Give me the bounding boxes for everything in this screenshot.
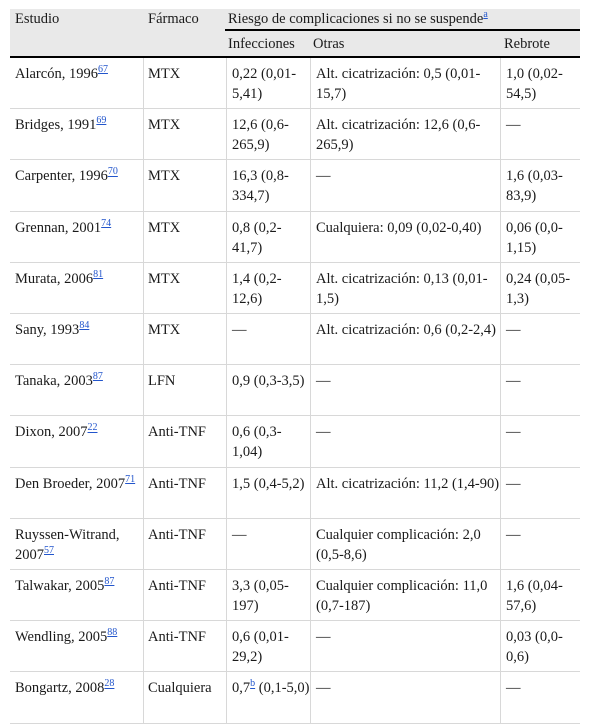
table-row <box>10 160 580 211</box>
table-row <box>10 109 580 160</box>
cell-farmaco: Anti-TNF <box>148 526 206 543</box>
column-divider <box>310 468 311 519</box>
header-estudio: Estudio <box>15 11 60 27</box>
column-divider <box>226 570 227 621</box>
reference-link[interactable]: 57 <box>44 544 54 556</box>
reference-link[interactable]: 28 <box>104 678 115 690</box>
reference-link[interactable]: 69 <box>96 115 107 127</box>
column-divider <box>143 160 144 211</box>
cell-infecciones <box>232 64 310 104</box>
cell-rebrote: — <box>506 526 521 543</box>
infecciones-value: 16,3 (0,8-334,7) <box>232 168 289 205</box>
column-divider <box>143 416 144 467</box>
study-name: Dixon, 2007 <box>15 424 88 441</box>
cell-otras: Cualquier complicación: 11,0 (0,7-187) <box>316 578 488 614</box>
infecciones-value: 0,6 (0,3-1,04) <box>232 424 282 461</box>
column-divider <box>500 263 501 314</box>
table-row <box>10 58 580 109</box>
cell-infecciones <box>232 576 310 616</box>
column-divider <box>143 263 144 314</box>
cell-otras: — <box>316 629 331 646</box>
cell-otras: Alt. cicatrización: 0,6 (0,2-2,4) <box>316 322 496 338</box>
reference-link[interactable]: 87 <box>92 371 103 383</box>
column-divider <box>143 672 144 723</box>
cell-otras: Alt. cicatrización: 12,6 (0,6-265,9) <box>316 117 481 154</box>
infecciones-value: — <box>232 526 247 543</box>
cell-farmaco: MTX <box>148 117 181 134</box>
cell-estudio <box>15 576 143 596</box>
reference-link[interactable]: 74 <box>101 217 112 229</box>
cell-infecciones <box>232 525 310 545</box>
study-name: Sany, 1993 <box>15 322 80 338</box>
cell-otras: — <box>316 424 331 441</box>
cell-infecciones <box>232 422 310 462</box>
study-name: Ruyssen-Witrand, 2007 <box>15 526 120 563</box>
cell-rebrote: 1,6 (0,04-57,6) <box>506 578 563 614</box>
footnote-b-link[interactable]: b <box>250 678 256 690</box>
column-divider <box>143 109 144 160</box>
table-row <box>10 263 580 314</box>
cell-estudio <box>15 269 143 289</box>
cell-infecciones <box>232 115 310 155</box>
column-divider <box>500 109 501 160</box>
column-divider <box>226 365 227 416</box>
infecciones-value: 3,3 (0,05-197) <box>232 578 289 614</box>
header-subrule <box>225 29 580 31</box>
column-divider <box>310 109 311 160</box>
cell-farmaco: LFN <box>148 373 176 390</box>
cell-farmaco: MTX <box>148 168 181 185</box>
column-divider <box>226 58 227 109</box>
column-divider <box>500 160 501 211</box>
infecciones-value: — <box>232 322 247 338</box>
infecciones-value: 1,4 (0,2-12,6) <box>232 270 282 307</box>
infecciones-value: 0,22 (0,01-5,41) <box>232 66 297 102</box>
cell-farmaco: Cualquiera <box>148 680 212 697</box>
cell-estudio <box>15 627 143 647</box>
reference-link[interactable]: 87 <box>104 576 115 588</box>
table-row <box>10 416 580 467</box>
cell-rebrote: — <box>506 475 521 492</box>
cell-rebrote: 0,03 (0,0-0,6) <box>506 629 563 666</box>
study-name: Den Broeder, 2007 <box>15 475 126 492</box>
cell-infecciones <box>232 269 310 309</box>
column-divider <box>310 672 311 723</box>
study-name: Grennan, 2001 <box>15 219 102 236</box>
cell-otras: — <box>316 680 331 697</box>
table-row <box>10 519 580 570</box>
cell-otras: Cualquiera: 0,09 (0,02-0,40) <box>316 219 482 236</box>
column-divider <box>226 109 227 160</box>
infecciones-value: 0,6 (0,01-29,2) <box>232 629 289 666</box>
cell-rebrote: 0,24 (0,05-1,3) <box>506 270 571 307</box>
cell-rebrote: — <box>506 373 521 390</box>
study-name: Bridges, 1991 <box>15 117 97 134</box>
table-row <box>10 314 580 365</box>
cell-estudio <box>15 320 143 340</box>
column-divider <box>310 519 311 570</box>
column-divider <box>310 416 311 467</box>
table-row <box>10 365 580 416</box>
cell-rebrote: — <box>506 117 521 134</box>
row-divider <box>10 723 580 724</box>
study-name: Bongartz, 2008 <box>15 680 105 697</box>
column-divider <box>143 314 144 365</box>
table-row <box>10 212 580 263</box>
cell-infecciones <box>232 474 310 494</box>
cell-infecciones <box>232 166 310 206</box>
study-name: Murata, 2006 <box>15 270 94 287</box>
reference-link[interactable]: 22 <box>87 422 98 434</box>
cell-otras: — <box>316 373 331 390</box>
column-divider <box>500 416 501 467</box>
column-divider <box>143 212 144 263</box>
cell-farmaco: Anti-TNF <box>148 578 206 594</box>
cell-rebrote: — <box>506 424 521 441</box>
footnote-a-link[interactable]: a <box>483 9 488 21</box>
cell-estudio <box>15 474 143 494</box>
reference-link[interactable]: 88 <box>107 627 118 639</box>
column-divider <box>226 263 227 314</box>
cell-farmaco: Anti-TNF <box>148 424 206 441</box>
cell-rebrote: 0,06 (0,0-1,15) <box>506 219 563 256</box>
study-name: Alarcón, 1996 <box>15 66 98 82</box>
infecciones-value: 12,6 (0,6-265,9) <box>232 117 289 154</box>
table-row <box>10 672 580 723</box>
cell-estudio <box>15 64 143 84</box>
column-divider <box>226 314 227 365</box>
column-divider <box>143 621 144 672</box>
cell-farmaco: MTX <box>148 66 181 82</box>
column-divider <box>226 212 227 263</box>
cell-otras: Cualquier complicación: 2,0 (0,5-8,6) <box>316 526 481 563</box>
column-divider <box>500 314 501 365</box>
study-name: Talwakar, 2005 <box>15 578 105 594</box>
infecciones-interval: (0,1-5,0) <box>255 680 310 697</box>
cell-estudio <box>15 678 143 698</box>
column-divider <box>143 365 144 416</box>
column-divider <box>310 621 311 672</box>
column-divider <box>500 519 501 570</box>
cell-otras: Alt. cicatrización: 0,13 (0,01-1,5) <box>316 270 488 307</box>
study-name: Wendling, 2005 <box>15 629 108 646</box>
table-row <box>10 621 580 672</box>
column-divider <box>310 58 311 109</box>
cell-rebrote: — <box>506 322 521 338</box>
column-divider <box>226 416 227 467</box>
column-divider <box>226 672 227 723</box>
cell-rebrote: 1,0 (0,02-54,5) <box>506 66 563 102</box>
cell-otras: Alt. cicatrización: 0,5 (0,01-15,7) <box>316 66 481 102</box>
cell-infecciones <box>232 320 310 340</box>
study-name: Tanaka, 2003 <box>15 373 93 390</box>
reference-link[interactable]: 70 <box>107 166 118 178</box>
cell-farmaco: Anti-TNF <box>148 629 206 646</box>
column-divider <box>310 212 311 263</box>
cell-infecciones <box>232 678 310 698</box>
cell-estudio <box>15 371 143 391</box>
table-row <box>10 570 580 621</box>
column-divider <box>143 570 144 621</box>
header-riesgo <box>228 9 580 29</box>
cell-farmaco: MTX <box>148 219 181 236</box>
infecciones-value: 0,8 (0,2-41,7) <box>232 219 282 256</box>
study-name: Carpenter, 1996 <box>15 168 108 185</box>
cell-estudio <box>15 218 143 238</box>
reference-link[interactable]: 67 <box>97 64 108 76</box>
cell-farmaco: MTX <box>148 270 181 287</box>
column-divider <box>500 621 501 672</box>
column-divider <box>226 519 227 570</box>
column-divider <box>143 58 144 109</box>
column-divider <box>500 672 501 723</box>
cell-farmaco: MTX <box>148 322 181 338</box>
column-divider <box>226 621 227 672</box>
cell-infecciones <box>232 371 310 391</box>
table-row <box>10 468 580 519</box>
cell-otras: Alt. cicatrización: 11,2 (1,4-90) <box>316 475 500 492</box>
column-divider <box>310 570 311 621</box>
column-divider <box>500 570 501 621</box>
header-rebrote: Rebrote <box>504 36 550 52</box>
column-divider <box>226 468 227 519</box>
cell-estudio <box>15 422 143 442</box>
cell-rebrote: 1,6 (0,03-83,9) <box>506 168 563 205</box>
cell-estudio <box>15 166 143 186</box>
cell-estudio <box>15 525 143 565</box>
column-divider <box>310 365 311 416</box>
column-divider <box>500 212 501 263</box>
cell-infecciones <box>232 218 310 258</box>
column-divider <box>500 58 501 109</box>
reference-link[interactable]: 81 <box>93 268 104 280</box>
header-riesgo-label: Riesgo de complicaciones si no se suspende <box>228 11 484 27</box>
infecciones-value: 1,5 (0,4-5,2) <box>232 475 305 492</box>
header-farmaco: Fármaco <box>148 11 199 27</box>
header-otras: Otras <box>313 36 345 52</box>
cell-estudio <box>15 115 143 135</box>
reference-link[interactable]: 71 <box>125 473 136 485</box>
cell-otras: — <box>316 168 331 185</box>
column-divider <box>310 263 311 314</box>
cell-rebrote: — <box>506 680 521 697</box>
infecciones-value: 0,9 (0,3-3,5) <box>232 373 305 390</box>
column-divider <box>226 160 227 211</box>
cell-farmaco: Anti-TNF <box>148 475 206 492</box>
column-divider <box>143 519 144 570</box>
cell-infecciones <box>232 627 310 667</box>
column-divider <box>500 468 501 519</box>
column-divider <box>500 365 501 416</box>
column-divider <box>310 314 311 365</box>
reference-link[interactable]: 84 <box>79 320 90 332</box>
column-divider <box>143 468 144 519</box>
header-infecciones: Infecciones <box>228 36 295 52</box>
infecciones-value: 0,7 <box>232 680 251 697</box>
column-divider <box>310 160 311 211</box>
